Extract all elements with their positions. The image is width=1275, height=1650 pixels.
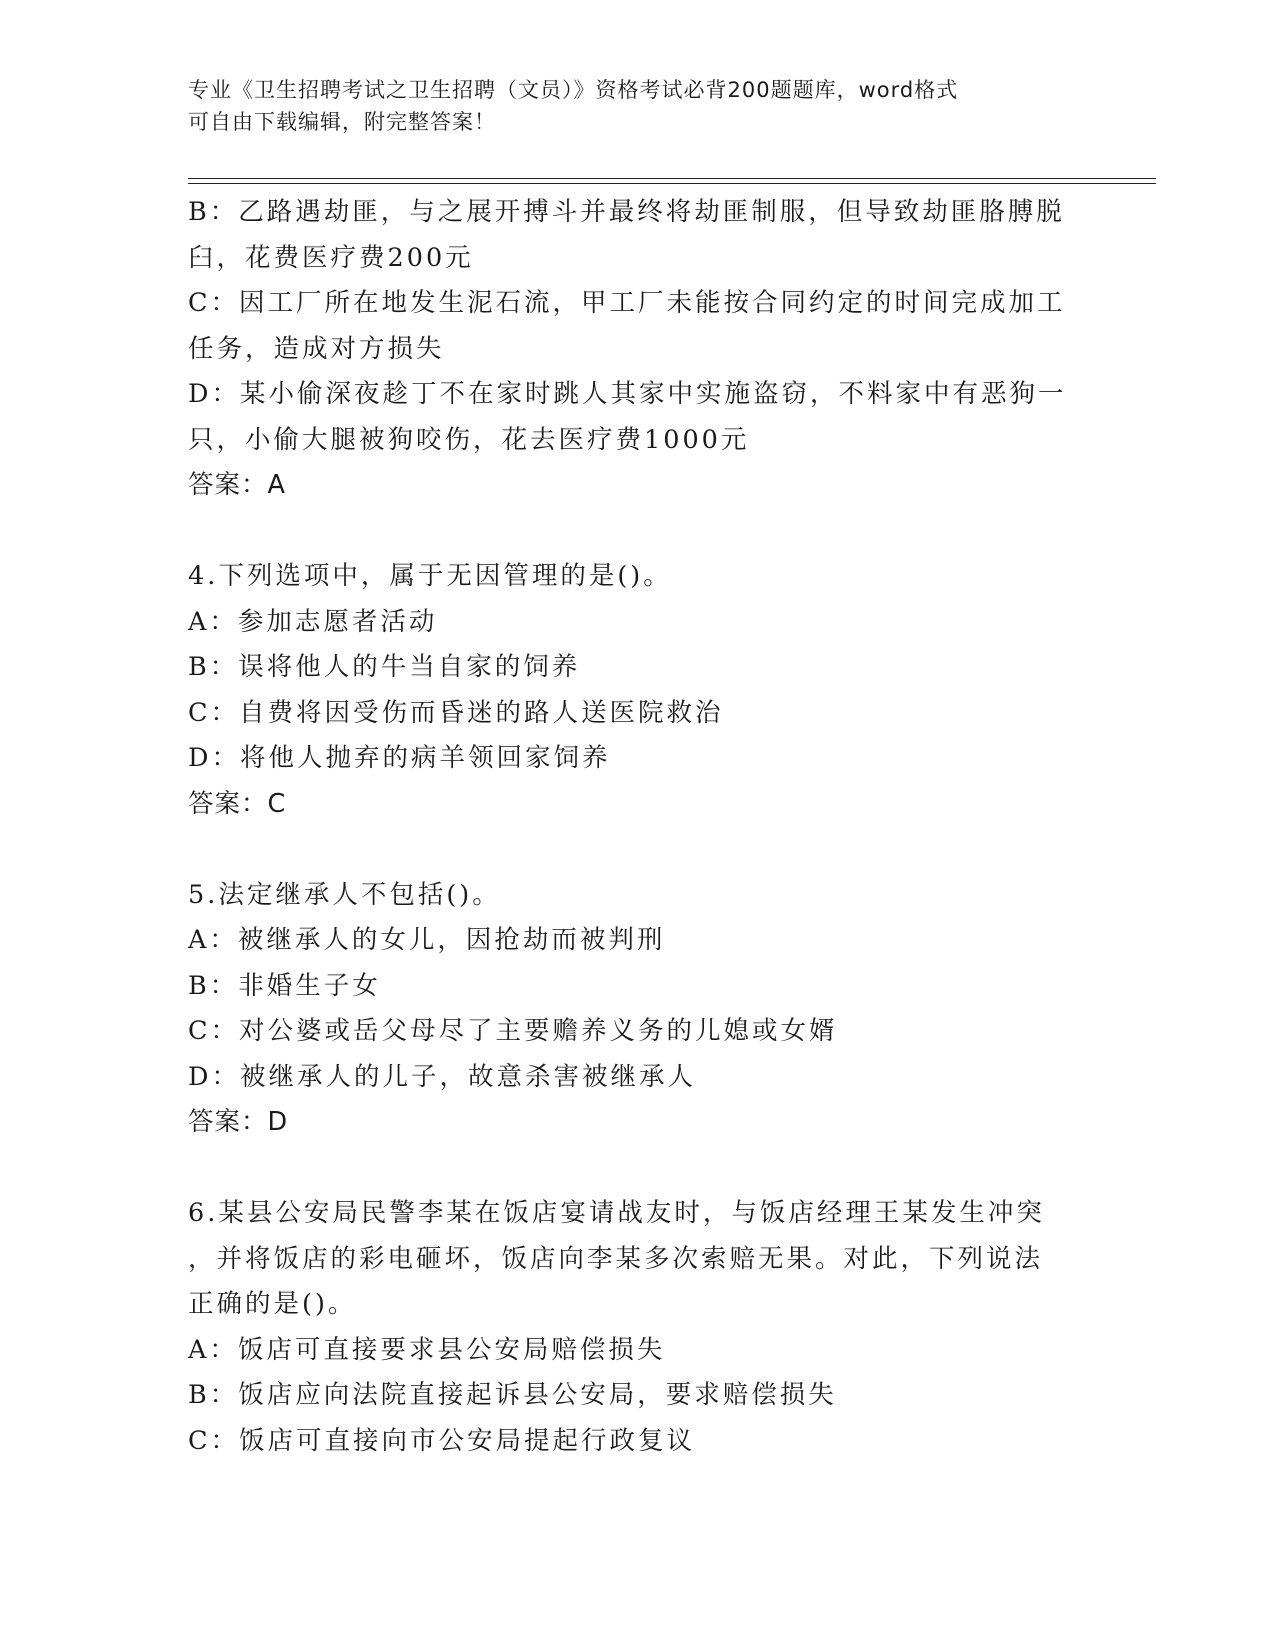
- option-d-line1: D：某小偷深夜趁丁不在家时跳人其家中实施盗窃，不料家中有恶狗一: [188, 379, 1067, 409]
- question-stem-line2: ，并将饭店的彩电砸坏，饭店向李某多次索赔无果。对此，下列说法: [188, 1243, 1044, 1274]
- option-c: C：自费将因受伤而昏迷的路人送医院救治: [188, 697, 724, 728]
- header-divider-bottom: [188, 183, 1156, 184]
- answer-label: 答案：C: [188, 788, 287, 819]
- option-a: A：参加志愿者活动: [188, 606, 438, 637]
- option-b: B：误将他人的牛当自家的饲养: [188, 652, 581, 682]
- header-divider-top: [188, 178, 1156, 179]
- spacer: [188, 1146, 1088, 1192]
- option-b-line2: 臼，花费医疗费200元: [188, 242, 474, 273]
- question-stem: 5.法定继承人不包括()。: [188, 879, 501, 910]
- option-b-line1: B：乙路遇劫匪，与之展开搏斗并最终将劫匪制服，但导致劫匪胳膊脱: [188, 197, 1065, 227]
- question-stem: 4.下列选项中，属于无因管理的是()。: [188, 561, 672, 591]
- option-a: A：被继承人的女儿，因抢劫而被判刑: [188, 925, 666, 955]
- answer-label: 答案：A: [188, 470, 286, 500]
- option-c: C：饭店可直接向市公安局提起行政复议: [188, 1425, 696, 1456]
- option-d: D：被继承人的儿子，故意杀害被继承人: [188, 1061, 696, 1092]
- spacer: [188, 509, 1088, 555]
- option-c-line1: C：因工厂所在地发生泥石流，甲工厂未能按合同约定的时间完成加工: [188, 288, 1066, 318]
- option-a: A：饭店可直接要求县公安局赔偿损失: [188, 1334, 666, 1365]
- option-c: C：对公婆或岳父母尽了主要赡养义务的儿媳或女婿: [188, 1016, 838, 1046]
- question-6: [188, 1191, 1088, 1464]
- document-body: [188, 190, 1088, 1464]
- header-title-line2: 可自由下载编辑，附完整答案！: [188, 110, 496, 134]
- question-5: [188, 873, 1088, 1146]
- option-b: B：非婚生子女: [188, 970, 381, 1001]
- question-3-tail: [188, 190, 1088, 509]
- spacer: [188, 827, 1088, 873]
- question-4: [188, 554, 1088, 827]
- header-title-line1: 专业《卫生招聘考试之卫生招聘（文员）》资格考试必背200题题库，word格式: [188, 78, 959, 102]
- question-stem-line3: 正确的是()。: [188, 1289, 357, 1319]
- option-d-line2: 只，小偷大腿被狗咬伤，花去医疗费1000元: [188, 424, 750, 455]
- option-b: B：饭店应向法院直接起诉县公安局，要求赔偿损失: [188, 1380, 837, 1410]
- answer-label: 答案：D: [188, 1107, 289, 1137]
- question-stem-line1: 6.某县公安局民警李某在饭店宴请战友时，与饭店经理王某发生冲突: [188, 1198, 1045, 1228]
- page-header: [188, 74, 1088, 138]
- option-c-line2: 任务，造成对方损失: [188, 333, 445, 364]
- option-d: D：将他人抛弃的病羊领回家饲养: [188, 743, 611, 773]
